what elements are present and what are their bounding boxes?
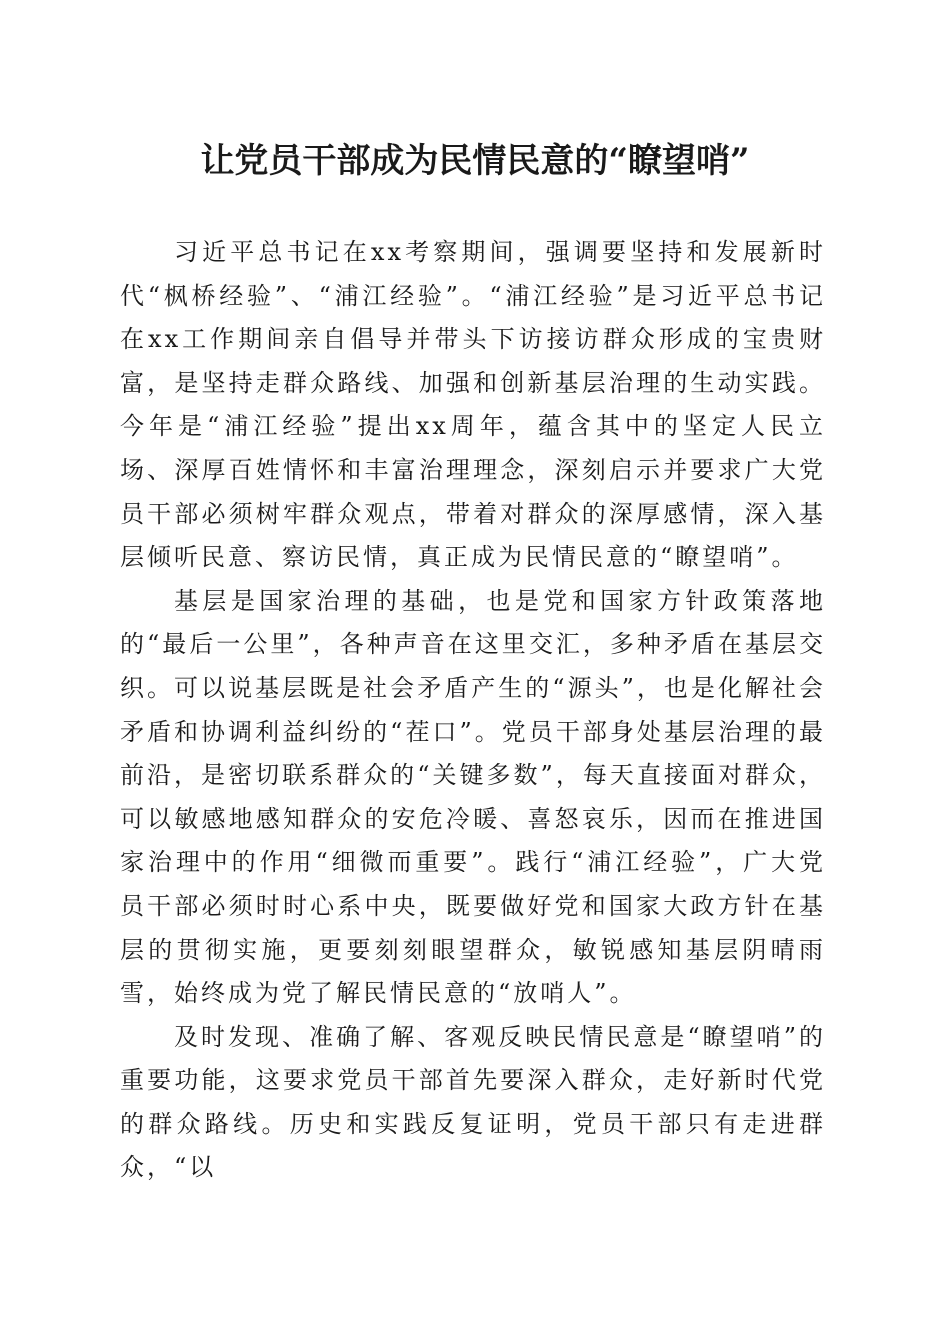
document-title: 让党员干部成为民情民意的“瞭望哨” (200, 141, 750, 181)
paragraph: 基层是国家治理的基础，也是党和国家方针政策落地的“最后一公里”，各种声音在这里交汇，多种矛盾在基层交织。可以说基层既是社会矛盾产生的“源头”，也是化解社会矛盾和协调利益纠纷的“茬口”。党员干部身处基层治理的最前沿，是密切联系群众的“关键多数”，每天直接面对群众，可以敏感地感知群众的安危冷暖、喜怒哀乐，因而在推进国家治理中的作用“细微而重要”。践行“浦江经验”，广大党员干部必须时时心系中央，既要做好党和国家大政方针在基层的贯彻实施，更要刻刻眼望群众，敏锐感知基层阴晴雨雪，始终成为党了解民情民意的“放哨人”。 (120, 586, 826, 1008)
paragraph: 及时发现、准确了解、客观反映民情民意是“瞭望哨”的重要功能，这要求党员干部首先要深入群众，走好新时代党的群众路线。历史和实践反复证明，党员干部只有走进群众，“以 (120, 1022, 826, 1182)
paragraph: 习近平总书记在xx考察期间，强调要坚持和发展新时代“枫桥经验”、“浦江经验”。“浦江经验”是习近平总书记在xx工作期间亲自倡导并带头下访接访群众形成的宝贵财富，是坚持走群众路线、加强和创新基层治理的生动实践。今年是“浦江经验”提出xx周年，蕴含其中的坚定人民立场、深厚百姓情怀和丰富治理理念，深刻启示并要求广大党员干部必须树牢群众观点，带着对群众的深厚感情，深入基层倾听民意、察访民情，真正成为民情民意的“瞭望哨”。 (120, 238, 826, 572)
document-body (120, 231, 826, 1190)
